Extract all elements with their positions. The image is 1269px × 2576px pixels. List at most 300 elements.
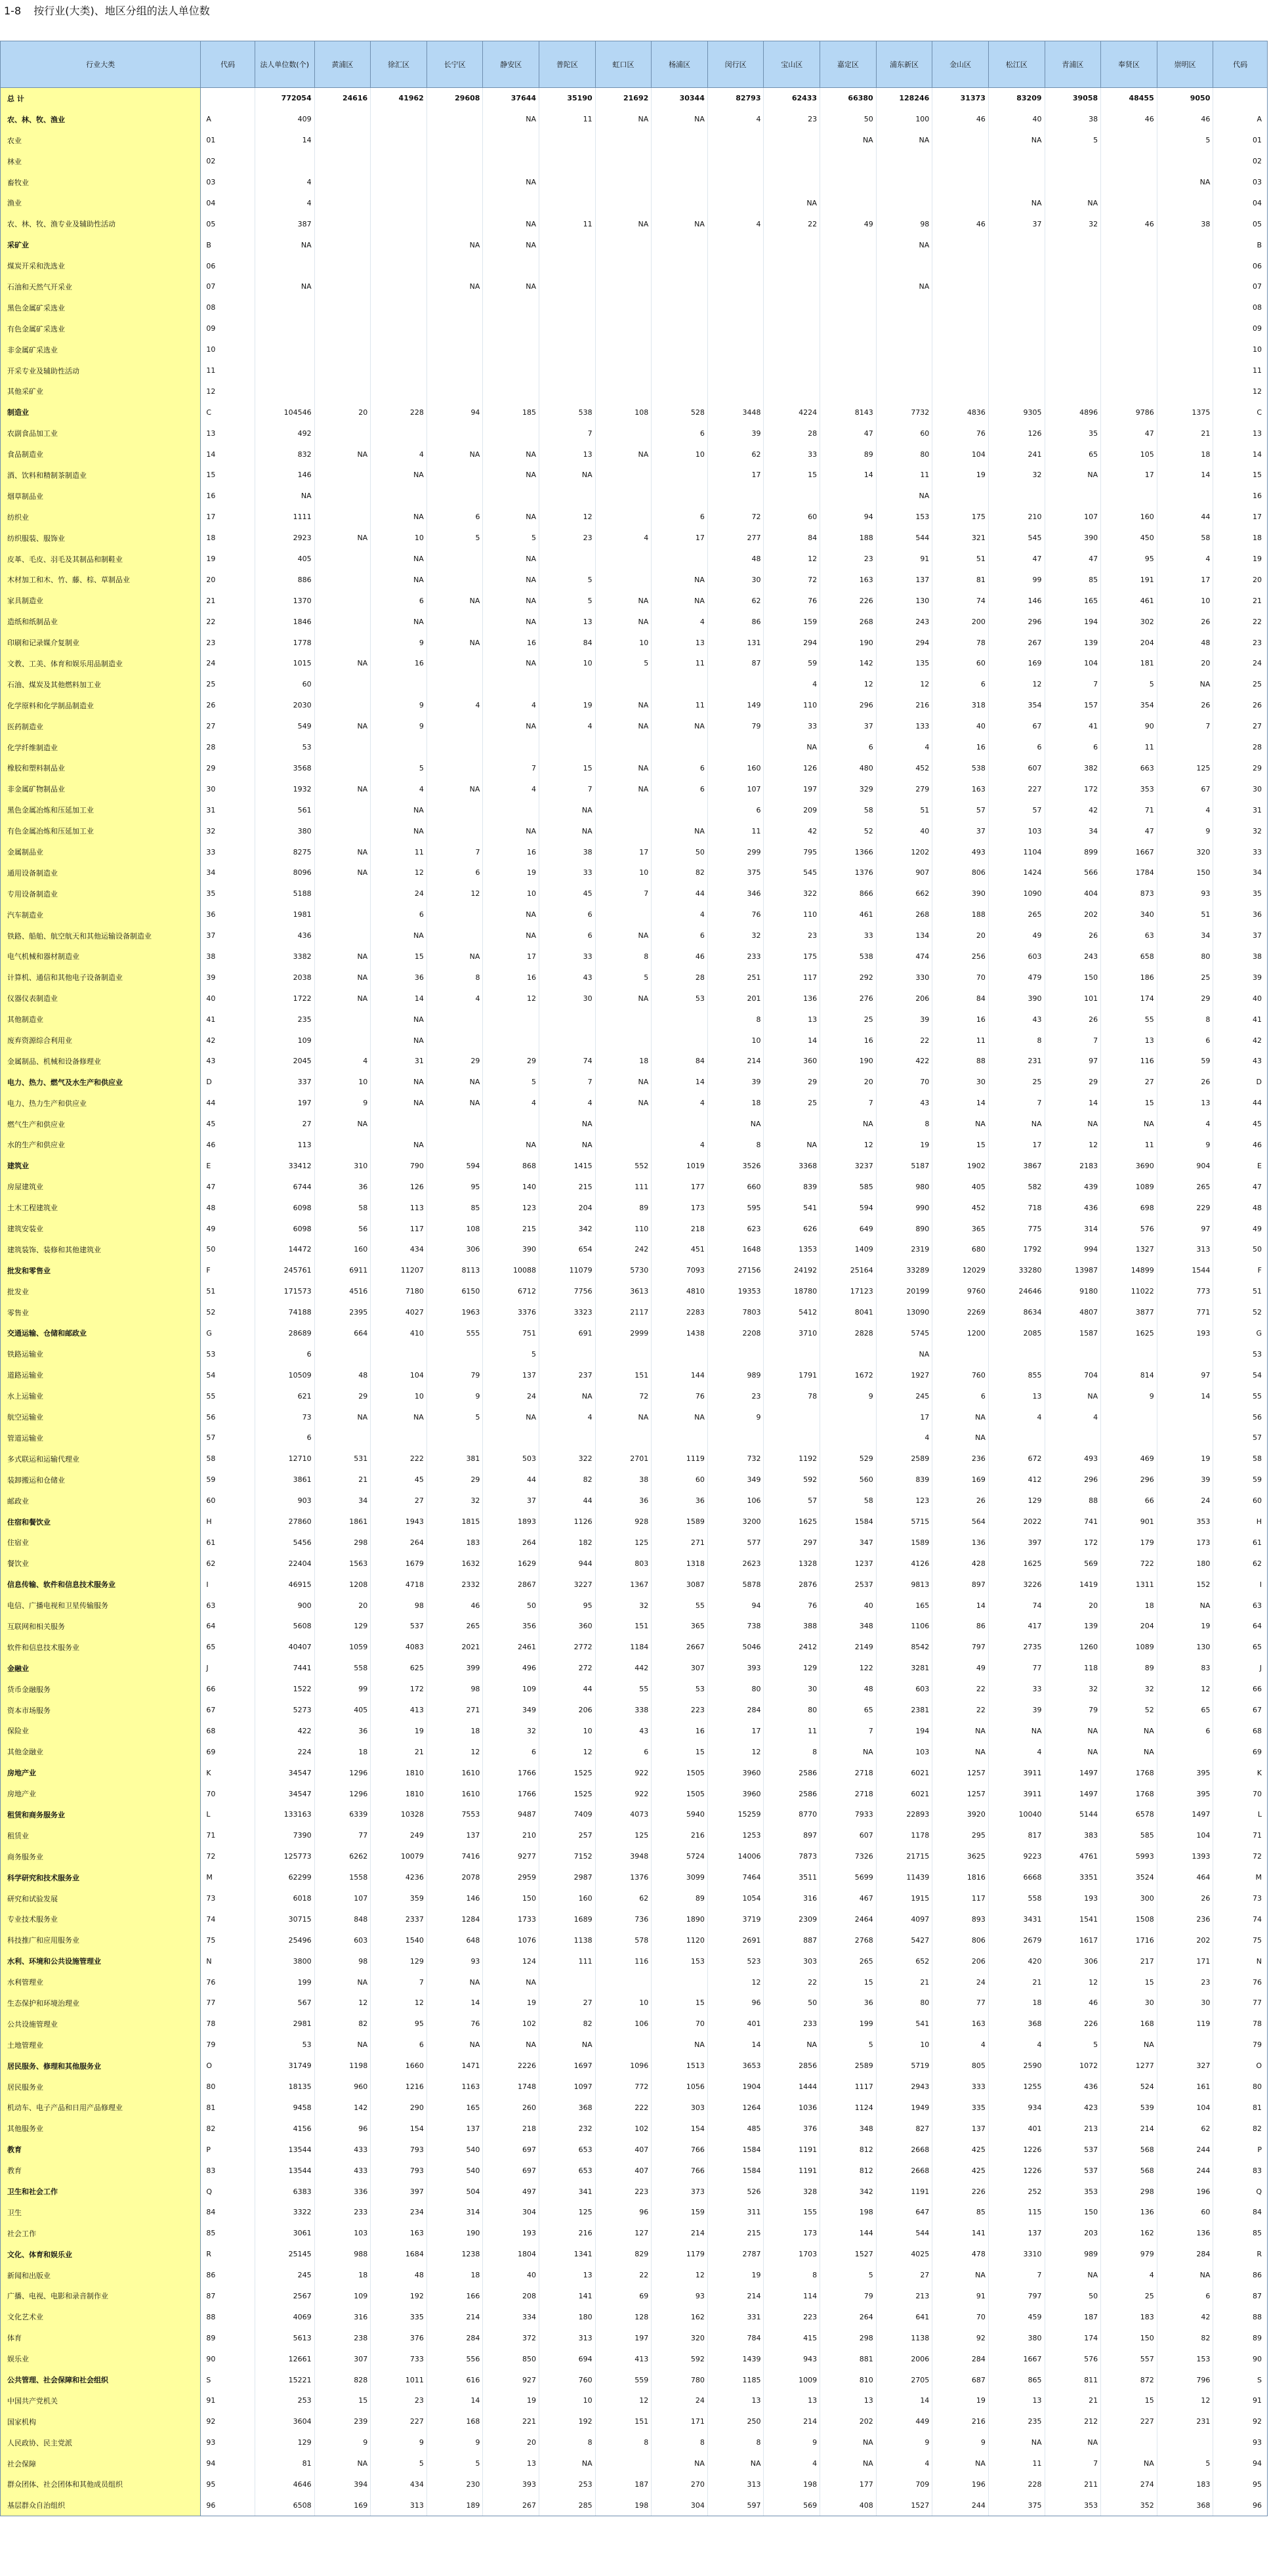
- total-value: NA: [255, 234, 314, 255]
- district-value: [371, 1343, 427, 1364]
- table-row: [1, 925, 1268, 946]
- total-value: 1111: [255, 507, 314, 528]
- district-value: 137: [932, 2118, 989, 2139]
- district-value: 1610: [426, 1783, 483, 1804]
- district-value: 3920: [932, 1804, 989, 1825]
- total-value: 113: [255, 1135, 314, 1156]
- table-row: [1, 549, 1268, 570]
- district-value: 30: [1157, 1993, 1213, 2014]
- industry-code: 65: [201, 1637, 255, 1658]
- district-value: 311: [707, 2202, 764, 2223]
- district-value: 352: [1101, 2495, 1157, 2516]
- district-value: [652, 276, 708, 297]
- district-value: 14006: [707, 1846, 764, 1867]
- district-value: [595, 2453, 652, 2474]
- district-value: [820, 360, 877, 381]
- district-value: [314, 611, 371, 632]
- district-value: 904: [1157, 1155, 1213, 1176]
- district-value: 15: [1101, 1972, 1157, 1993]
- table-row: [1, 1909, 1268, 1930]
- district-value: 988: [314, 2244, 371, 2265]
- district-value: 60: [932, 653, 989, 674]
- district-value: 1527: [876, 2495, 932, 2516]
- district-value: 372: [483, 2327, 539, 2348]
- district-value: [1157, 486, 1213, 507]
- district-value: 349: [707, 1469, 764, 1490]
- district-value: 5878: [707, 1574, 764, 1595]
- industry-code: 39: [201, 967, 255, 988]
- district-value: 46: [932, 109, 989, 130]
- district-value: [707, 172, 764, 193]
- district-value: NA: [876, 1343, 932, 1364]
- district-value: 264: [371, 1532, 427, 1553]
- district-value: 36: [820, 1993, 877, 2014]
- district-value: 2987: [539, 1867, 596, 1888]
- district-value: 1138: [539, 1930, 596, 1951]
- district-value: 376: [764, 2118, 820, 2139]
- district-value: [426, 1030, 483, 1051]
- district-value: 29608: [426, 88, 483, 109]
- district-value: [932, 130, 989, 151]
- district-value: NA: [595, 1093, 652, 1114]
- district-value: 104: [1157, 2098, 1213, 2119]
- district-value: 10: [483, 883, 539, 904]
- district-value: 89: [595, 1197, 652, 1218]
- district-value: 603: [876, 1679, 932, 1700]
- district-value: [595, 423, 652, 444]
- district-value: 2586: [764, 1783, 820, 1804]
- district-value: 335: [932, 2098, 989, 2119]
- district-value: 1226: [988, 2139, 1045, 2160]
- district-value: 544: [876, 528, 932, 549]
- district-value: 188: [932, 904, 989, 925]
- district-value: 1584: [707, 2160, 764, 2181]
- district-value: [426, 799, 483, 820]
- district-value: 44: [652, 883, 708, 904]
- district-value: 1525: [539, 1762, 596, 1783]
- district-value: 21: [876, 1972, 932, 1993]
- district-value: 1667: [988, 2348, 1045, 2369]
- district-value: 193: [1157, 1323, 1213, 1344]
- district-value: 7152: [539, 1846, 596, 1867]
- district-value: [764, 1114, 820, 1135]
- district-value: 603: [314, 1930, 371, 1951]
- industry-code-right: 18: [1213, 528, 1268, 549]
- total-value: 5273: [255, 1700, 314, 1721]
- district-value: [652, 1427, 708, 1448]
- district-value: 187: [1045, 2306, 1101, 2327]
- district-value: 541: [876, 2014, 932, 2035]
- district-value: [426, 109, 483, 130]
- industry-code-right: 14: [1213, 444, 1268, 465]
- district-value: 8: [764, 2265, 820, 2286]
- district-value: [1157, 1427, 1213, 1448]
- industry-code: 61: [201, 1532, 255, 1553]
- industry-name: 土地管理业: [1, 2035, 201, 2056]
- district-value: 84: [539, 632, 596, 653]
- district-value: NA: [932, 1406, 989, 1427]
- district-value: 10328: [371, 1804, 427, 1825]
- district-value: 313: [371, 2495, 427, 2516]
- district-value: [1101, 276, 1157, 297]
- district-value: 177: [652, 1176, 708, 1197]
- district-value: 1120: [652, 1930, 708, 1951]
- industry-name: 非金属矿采选业: [1, 339, 201, 360]
- district-value: NA: [371, 799, 427, 820]
- industry-name: 餐饮业: [1, 1553, 201, 1574]
- district-value: [483, 297, 539, 318]
- district-value: 4761: [1045, 1846, 1101, 1867]
- district-value: 334: [483, 2306, 539, 2327]
- page-title: [4, 1, 210, 21]
- district-value: [371, 130, 427, 151]
- district-value: [371, 423, 427, 444]
- industry-code-right: D: [1213, 1072, 1268, 1093]
- district-value: [988, 151, 1045, 172]
- district-value: [314, 590, 371, 611]
- district-value: 39: [707, 1072, 764, 1093]
- district-value: 806: [932, 862, 989, 883]
- table-row: [1, 1155, 1268, 1176]
- industry-code: C: [201, 402, 255, 423]
- total-value: NA: [255, 276, 314, 297]
- district-value: [652, 192, 708, 213]
- industry-code-right: 23: [1213, 632, 1268, 653]
- table-row: [1, 1114, 1268, 1135]
- district-value: [1157, 297, 1213, 318]
- district-value: 173: [1157, 1532, 1213, 1553]
- district-value: 183: [426, 1532, 483, 1553]
- header-district: 闵行区: [707, 41, 764, 88]
- district-value: 104: [1157, 1825, 1213, 1846]
- district-value: 7: [1045, 1030, 1101, 1051]
- district-value: 12029: [932, 1260, 989, 1281]
- district-value: 74: [539, 1051, 596, 1072]
- table-row: [1, 967, 1268, 988]
- district-value: 32: [1045, 213, 1101, 234]
- district-value: [932, 486, 989, 507]
- district-value: 118: [1045, 1658, 1101, 1679]
- district-value: 1284: [426, 1909, 483, 1930]
- district-value: 296: [988, 611, 1045, 632]
- district-value: 14: [820, 465, 877, 486]
- district-value: NA: [314, 862, 371, 883]
- district-value: 33: [820, 925, 877, 946]
- industry-code-right: H: [1213, 1511, 1268, 1532]
- district-value: 348: [820, 2118, 877, 2139]
- industry-code-right: 44: [1213, 1093, 1268, 1114]
- district-value: 47: [1101, 820, 1157, 841]
- total-value: 46915: [255, 1574, 314, 1595]
- district-value: 144: [652, 1364, 708, 1385]
- table-row: [1, 2265, 1268, 2286]
- district-value: 943: [764, 2348, 820, 2369]
- district-value: 417: [988, 1616, 1045, 1637]
- district-value: [314, 172, 371, 193]
- total-value: 4069: [255, 2306, 314, 2327]
- table-row: [1, 1553, 1268, 1574]
- district-value: 5: [595, 653, 652, 674]
- district-value: 329: [820, 778, 877, 799]
- district-value: NA: [764, 1135, 820, 1156]
- district-value: [652, 465, 708, 486]
- district-value: 96: [707, 1993, 764, 2014]
- district-value: 4: [1045, 1406, 1101, 1427]
- district-value: 8: [539, 2432, 596, 2453]
- total-value: 245: [255, 2265, 314, 2286]
- industry-code: 40: [201, 988, 255, 1009]
- table-row: [1, 1679, 1268, 1700]
- district-value: NA: [1157, 172, 1213, 193]
- district-value: 243: [1045, 946, 1101, 967]
- district-value: 70: [876, 1072, 932, 1093]
- district-value: [595, 1427, 652, 1448]
- district-value: 17: [876, 1406, 932, 1427]
- district-value: 375: [707, 862, 764, 883]
- district-value: 1558: [314, 1867, 371, 1888]
- district-value: 25: [820, 1009, 877, 1030]
- district-value: 17: [988, 1135, 1045, 1156]
- district-value: 13: [483, 2453, 539, 2474]
- total-value: 5608: [255, 1616, 314, 1637]
- table-row: [1, 2474, 1268, 2495]
- district-value: 217: [1101, 1951, 1157, 1972]
- district-value: 12: [820, 1135, 877, 1156]
- industry-code: K: [201, 1762, 255, 1783]
- district-value: 303: [764, 1951, 820, 1972]
- district-value: 9: [764, 2432, 820, 2453]
- district-value: 6: [371, 904, 427, 925]
- district-value: NA: [483, 465, 539, 486]
- industry-name: 开采专业及辅助性活动: [1, 360, 201, 381]
- district-value: 103: [988, 820, 1045, 841]
- district-value: 1617: [1045, 1930, 1101, 1951]
- district-value: 6578: [1101, 1804, 1157, 1825]
- total-value: 1846: [255, 611, 314, 632]
- district-value: 595: [707, 1197, 764, 1218]
- district-value: 1192: [764, 1448, 820, 1469]
- header-district: 普陀区: [539, 41, 596, 88]
- district-value: 18: [426, 1720, 483, 1741]
- district-value: [652, 297, 708, 318]
- district-value: 306: [426, 1239, 483, 1260]
- industry-code-right: 79: [1213, 2035, 1268, 2056]
- district-value: NA: [1045, 1385, 1101, 1406]
- district-value: 12: [595, 2390, 652, 2411]
- district-value: 13: [539, 2265, 596, 2286]
- total-value: 31749: [255, 2056, 314, 2077]
- district-value: NA: [483, 716, 539, 737]
- district-value: 180: [1157, 1553, 1213, 1574]
- district-value: 4: [483, 778, 539, 799]
- district-value: 4: [876, 1427, 932, 1448]
- district-value: 168: [426, 2411, 483, 2432]
- district-value: 382: [1045, 758, 1101, 779]
- district-value: 4: [764, 2453, 820, 2474]
- district-value: 62: [1157, 2118, 1213, 2139]
- district-value: 394: [314, 2474, 371, 2495]
- district-value: 1768: [1101, 1783, 1157, 1804]
- district-value: 2772: [539, 1637, 596, 1658]
- industry-name: 制造业: [1, 402, 201, 423]
- industry-code-right: 92: [1213, 2411, 1268, 2432]
- district-value: [1157, 1406, 1213, 1427]
- district-value: 980: [876, 1176, 932, 1197]
- industry-code: 02: [201, 151, 255, 172]
- district-value: 284: [707, 1700, 764, 1721]
- header-district: 宝山区: [764, 41, 820, 88]
- district-value: 7326: [820, 1846, 877, 1867]
- district-value: [1101, 151, 1157, 172]
- district-value: 270: [652, 2474, 708, 2495]
- district-value: [314, 674, 371, 695]
- district-value: 2668: [876, 2160, 932, 2181]
- total-value: 492: [255, 423, 314, 444]
- district-value: [652, 1009, 708, 1030]
- district-value: 126: [988, 423, 1045, 444]
- table-row: [1, 1093, 1268, 1114]
- district-value: [371, 276, 427, 297]
- district-value: 163: [371, 2223, 427, 2244]
- district-value: 183: [1101, 2306, 1157, 2327]
- district-value: 83: [1157, 1658, 1213, 1679]
- district-value: NA: [595, 925, 652, 946]
- district-value: 994: [1045, 1239, 1101, 1260]
- district-value: 30: [707, 569, 764, 590]
- district-value: 48: [371, 2265, 427, 2286]
- district-value: 566: [1045, 862, 1101, 883]
- district-value: 393: [707, 1658, 764, 1679]
- total-value: 549: [255, 716, 314, 737]
- industry-code-right: B: [1213, 234, 1268, 255]
- district-value: 150: [1101, 2327, 1157, 2348]
- total-value: 40407: [255, 1637, 314, 1658]
- district-value: [595, 1009, 652, 1030]
- district-value: 2768: [820, 1930, 877, 1951]
- district-value: [932, 151, 989, 172]
- district-value: NA: [314, 841, 371, 862]
- table-row: [1, 1051, 1268, 1072]
- district-value: [988, 255, 1045, 276]
- district-value: 33: [539, 862, 596, 883]
- district-value: [595, 172, 652, 193]
- district-value: 110: [764, 904, 820, 925]
- district-value: 97: [1157, 1218, 1213, 1239]
- district-value: 751: [483, 1323, 539, 1344]
- district-value: 6: [1157, 2286, 1213, 2307]
- district-value: 19: [1157, 1616, 1213, 1637]
- district-value: [1045, 360, 1101, 381]
- district-value: [539, 318, 596, 339]
- table-row: [1, 674, 1268, 695]
- district-value: 7416: [426, 1846, 483, 1867]
- district-value: 31: [371, 1051, 427, 1072]
- district-value: 227: [1101, 2411, 1157, 2432]
- district-value: 40: [483, 2265, 539, 2286]
- district-value: [426, 1343, 483, 1364]
- total-value: 9458: [255, 2098, 314, 2119]
- district-value: NA: [652, 1406, 708, 1427]
- table-row: [1, 1281, 1268, 1302]
- total-value: 1932: [255, 778, 314, 799]
- total-value: 27860: [255, 1511, 314, 1532]
- header-district: 嘉定区: [820, 41, 877, 88]
- district-value: 232: [539, 2118, 596, 2139]
- district-value: NA: [652, 213, 708, 234]
- total-value: 5188: [255, 883, 314, 904]
- industry-name: 酒、饮料和精制茶制造业: [1, 465, 201, 486]
- district-value: 188: [820, 528, 877, 549]
- district-value: 1138: [876, 2327, 932, 2348]
- district-value: 226: [932, 2181, 989, 2202]
- industry-name: 汽车制造业: [1, 904, 201, 925]
- table-row: [1, 1658, 1268, 1679]
- district-value: 239: [314, 2411, 371, 2432]
- district-value: 119: [1157, 2014, 1213, 2035]
- total-value: 2038: [255, 967, 314, 988]
- table-row: [1, 2160, 1268, 2181]
- district-value: 24: [371, 883, 427, 904]
- district-value: 223: [764, 2306, 820, 2327]
- industry-name: 保险业: [1, 1720, 201, 1741]
- district-value: 893: [932, 1909, 989, 1930]
- table-row: [1, 2056, 1268, 2077]
- district-value: 1376: [595, 1867, 652, 1888]
- district-value: NA: [314, 967, 371, 988]
- district-value: 12: [652, 2265, 708, 2286]
- district-value: NA: [314, 528, 371, 549]
- district-value: 2537: [820, 1574, 877, 1595]
- district-value: 296: [1045, 1469, 1101, 1490]
- district-value: 47: [1101, 423, 1157, 444]
- district-value: NA: [426, 444, 483, 465]
- district-value: NA: [595, 778, 652, 799]
- district-value: 4027: [371, 1302, 427, 1323]
- district-value: 3625: [932, 1846, 989, 1867]
- district-value: 80: [707, 1679, 764, 1700]
- industry-name: 房地产业: [1, 1783, 201, 1804]
- district-value: [595, 549, 652, 570]
- district-value: 14: [932, 1093, 989, 1114]
- district-value: 8542: [876, 1637, 932, 1658]
- industry-code: 68: [201, 1720, 255, 1741]
- district-value: 12: [1157, 2390, 1213, 2411]
- table-row: [1, 1574, 1268, 1595]
- table-row: [1, 213, 1268, 234]
- industry-code-right: P: [1213, 2139, 1268, 2160]
- total-value: 25496: [255, 1930, 314, 1951]
- district-value: 4: [371, 778, 427, 799]
- district-value: 24: [483, 1385, 539, 1406]
- district-value: 253: [539, 2474, 596, 2495]
- district-value: 125: [539, 2202, 596, 2223]
- district-value: [426, 151, 483, 172]
- table-row: [1, 1343, 1268, 1364]
- district-value: 70: [932, 2306, 989, 2327]
- district-value: 31373: [932, 88, 989, 109]
- district-value: 407: [595, 2139, 652, 2160]
- district-value: 9277: [483, 1846, 539, 1867]
- district-value: [1157, 276, 1213, 297]
- district-value: 6: [932, 1385, 989, 1406]
- district-value: 3710: [764, 1323, 820, 1344]
- district-value: [539, 486, 596, 507]
- district-value: 4: [426, 695, 483, 716]
- table-title: 按行业(大类)、地区分组的法人单位数: [33, 5, 210, 17]
- district-value: 2183: [1045, 1155, 1101, 1176]
- district-value: 23: [371, 2390, 427, 2411]
- district-value: 539: [1101, 2098, 1157, 2119]
